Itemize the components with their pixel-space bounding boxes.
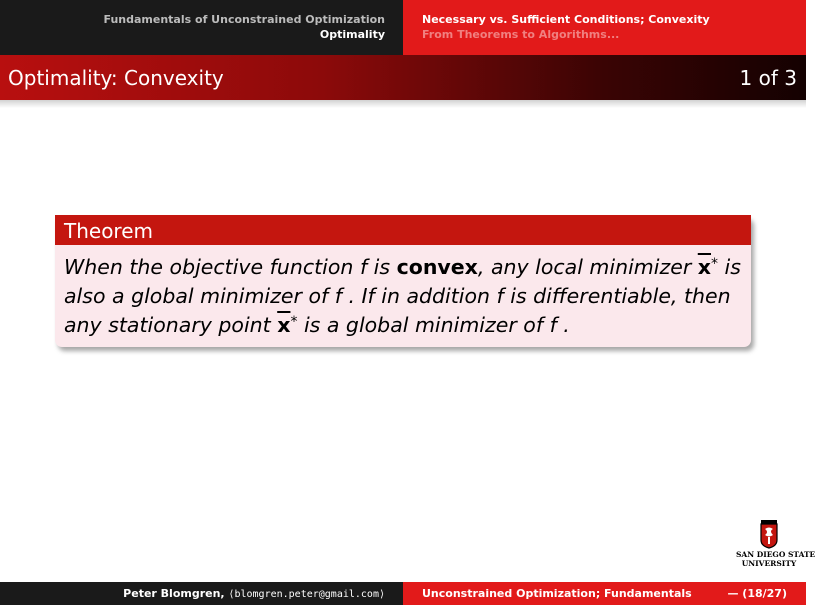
footer-author-panel — [0, 582, 403, 605]
theorem-heading: Theorem — [55, 215, 751, 245]
footer-course-title: Unconstrained Optimization; Fundamentals — [422, 587, 692, 600]
footer-page-number: — (18/27) — [727, 587, 787, 600]
nav-subsection-link[interactable]: Optimality — [319, 28, 385, 41]
theorem-vector-x: $\overline{x}$ — [697, 255, 711, 279]
footer-course-panel — [403, 582, 806, 605]
theorem-line-3 — [64, 311, 745, 340]
frame-counter: 1 of 3 — [739, 65, 797, 90]
logo-text-line: UNIVERSITY — [741, 559, 797, 568]
university-shield-icon — [736, 518, 802, 550]
university-logo — [736, 518, 815, 572]
nav-current-topic-link[interactable]: Necessary vs. Sufficient Conditions; Convexity — [422, 13, 710, 26]
theorem-line-2: also a global minimizer of f . If in addition f is differentiable, then — [64, 284, 731, 308]
theorem-text: is a global minimizer of f . — [297, 313, 570, 337]
theorem-symbol-f: f — [359, 255, 368, 279]
nav-next-topic-link[interactable]: From Theorems to Algorithms... — [422, 28, 620, 41]
theorem-superscript-star: * — [290, 314, 298, 330]
theorem-text: is — [367, 255, 397, 279]
header-navigation — [0, 0, 806, 55]
theorem-text: any stationary point — [64, 313, 278, 337]
theorem-text: , any local minimizer — [477, 255, 698, 279]
nav-section-link[interactable]: Fundamentals of Unconstrained Optimization — [103, 13, 385, 26]
nav-section-panel — [0, 0, 403, 55]
nav-subsection-panel — [403, 0, 806, 55]
theorem-vector-x: $\overline{x}$ — [277, 313, 291, 337]
footer-email: ⟨blomgren.peter@gmail.com⟩ — [228, 589, 385, 600]
theorem-keyword-convex: convex — [396, 255, 478, 279]
frame-title: Optimality: Convexity — [8, 65, 224, 90]
theorem-text: When the objective function — [64, 255, 360, 279]
footer-author: Peter Blomgren, — [123, 587, 229, 600]
frame-title-bar — [0, 55, 806, 100]
logo-text-line: SAN DIEGO STATE — [736, 550, 815, 559]
theorem-line-1 — [64, 253, 745, 282]
theorem-block — [55, 215, 751, 347]
footer — [0, 582, 806, 605]
university-logo-text — [736, 550, 815, 568]
theorem-text: is — [718, 255, 741, 279]
title-shadow — [0, 100, 806, 108]
theorem-superscript-star: * — [711, 256, 718, 272]
theorem-body — [55, 245, 751, 340]
